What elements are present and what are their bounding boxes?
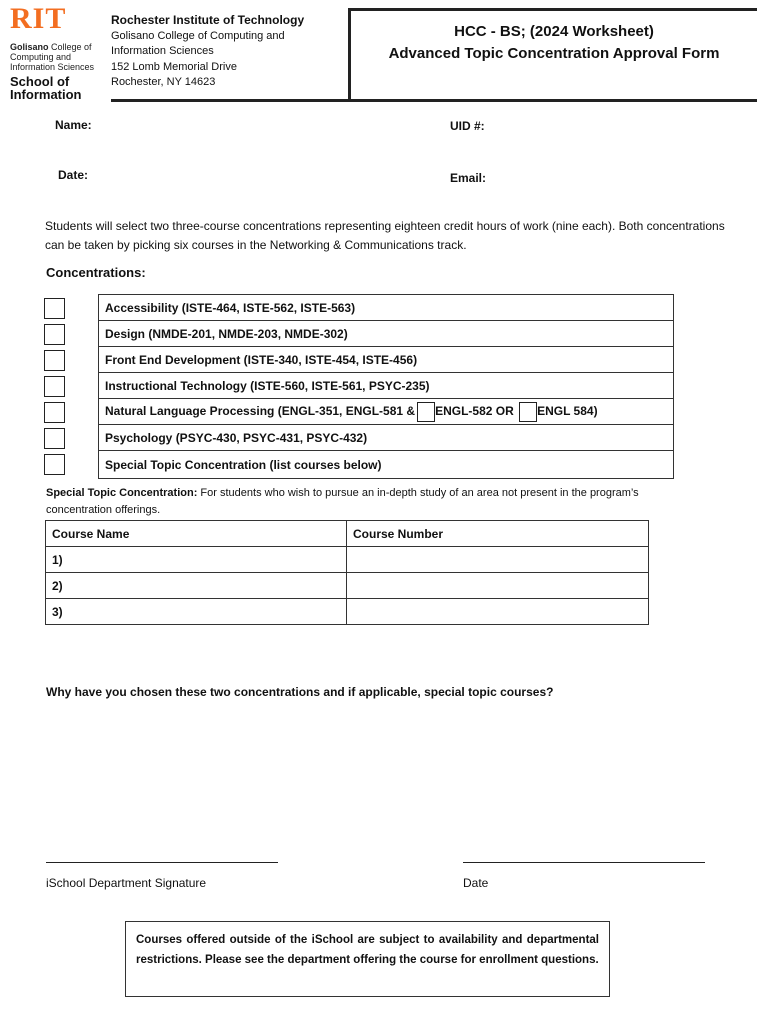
form-title-box — [348, 8, 757, 102]
special-topic-course-table — [45, 520, 649, 625]
checkbox-front-end[interactable] — [44, 350, 65, 371]
form-title-line-2: Advanced Topic Concentration Approval Form — [388, 45, 720, 62]
course-row-3-number[interactable] — [347, 599, 649, 625]
institution-name: Rochester Institute of Technology — [111, 13, 305, 27]
institution-address — [111, 13, 304, 91]
logo-college: Golisano College of Computing and Information Sciences — [10, 42, 95, 72]
date-label: Date: — [58, 168, 89, 182]
concentration-nlp: Natural Language Processing (ENGL-351, ENGL-581 & ENGL-582 OR ENGL 584) — [99, 399, 674, 425]
special-topic-description: Special Topic Concentration: For students who wish to pursue an in-depth study of an area not present in the program’s concentration offerings. — [46, 487, 639, 516]
question-text: Why have you chosen these two concentrations and if applicable, special topic courses? — [46, 685, 554, 699]
concentration-front-end: Front End Development (ISTE-340, ISTE-454, ISTE-456) — [99, 347, 674, 373]
checkbox-instructional-technology[interactable] — [44, 376, 65, 397]
form-title-line-1: HCC - BS; (2024 Worksheet) — [454, 23, 654, 40]
concentration-accessibility: Accessibility (ISTE-464, ISTE-562, ISTE-563) — [99, 295, 674, 321]
street-address: 152 Lomb Memorial Drive — [111, 60, 237, 73]
checkbox-psychology[interactable] — [44, 428, 65, 449]
college-line-2: Information Sciences — [111, 45, 214, 57]
logo-school: School of Information — [10, 74, 82, 102]
checkbox-nlp[interactable] — [44, 402, 65, 423]
uid-label: UID #: — [450, 119, 485, 133]
notice-box: Courses offered outside of the iSchool are subject to availability and departmental restrictions. Please see the department offering the course for enrollment questions. — [125, 921, 610, 997]
course-name-header: Course Name — [46, 521, 347, 547]
logo-brand: RIT — [10, 2, 67, 35]
concentration-design: Design (NMDE-201, NMDE-203, NMDE-302) — [99, 321, 674, 347]
signature-label: iSchool Department Signature — [46, 876, 207, 890]
checkbox-design[interactable] — [44, 324, 65, 345]
course-number-header: Course Number — [347, 521, 649, 547]
city-address: Rochester, NY 14623 — [111, 76, 216, 88]
signature-date-label: Date — [463, 876, 489, 890]
course-row-1-name[interactable]: 1) — [46, 547, 347, 573]
intro-text: Students will select two three-course concentrations representing eighteen credit hours of work (nine each). Both concentrations can be taken by picking six courses in the Networking & Communications track. — [45, 219, 725, 252]
checkbox-engl-582[interactable] — [417, 402, 435, 422]
course-row-2-name[interactable]: 2) — [46, 573, 347, 599]
name-label: Name: — [55, 118, 92, 132]
concentration-psychology: Psychology (PSYC-430, PSYC-431, PSYC-432) — [99, 425, 674, 451]
checkbox-special-topic[interactable] — [44, 454, 65, 475]
email-label: Email: — [450, 171, 487, 185]
date-line[interactable] — [463, 862, 705, 863]
checkbox-accessibility[interactable] — [44, 298, 65, 319]
concentration-instructional-technology: Instructional Technology (ISTE-560, ISTE-561, PSYC-235) — [99, 373, 674, 399]
header-divider — [111, 99, 757, 102]
course-row-2-number[interactable] — [347, 573, 649, 599]
course-row-1-number[interactable] — [347, 547, 649, 573]
concentrations-table — [98, 294, 674, 479]
checkbox-engl-584[interactable] — [519, 402, 537, 422]
course-row-3-name[interactable]: 3) — [46, 599, 347, 625]
concentration-special-topic: Special Topic Concentration (list courses below) — [99, 451, 674, 479]
signature-line[interactable] — [46, 862, 278, 863]
college-line-1: Golisano College of Computing and — [111, 29, 285, 42]
rit-logo — [10, 4, 102, 101]
concentrations-heading: Concentrations: — [46, 265, 146, 280]
